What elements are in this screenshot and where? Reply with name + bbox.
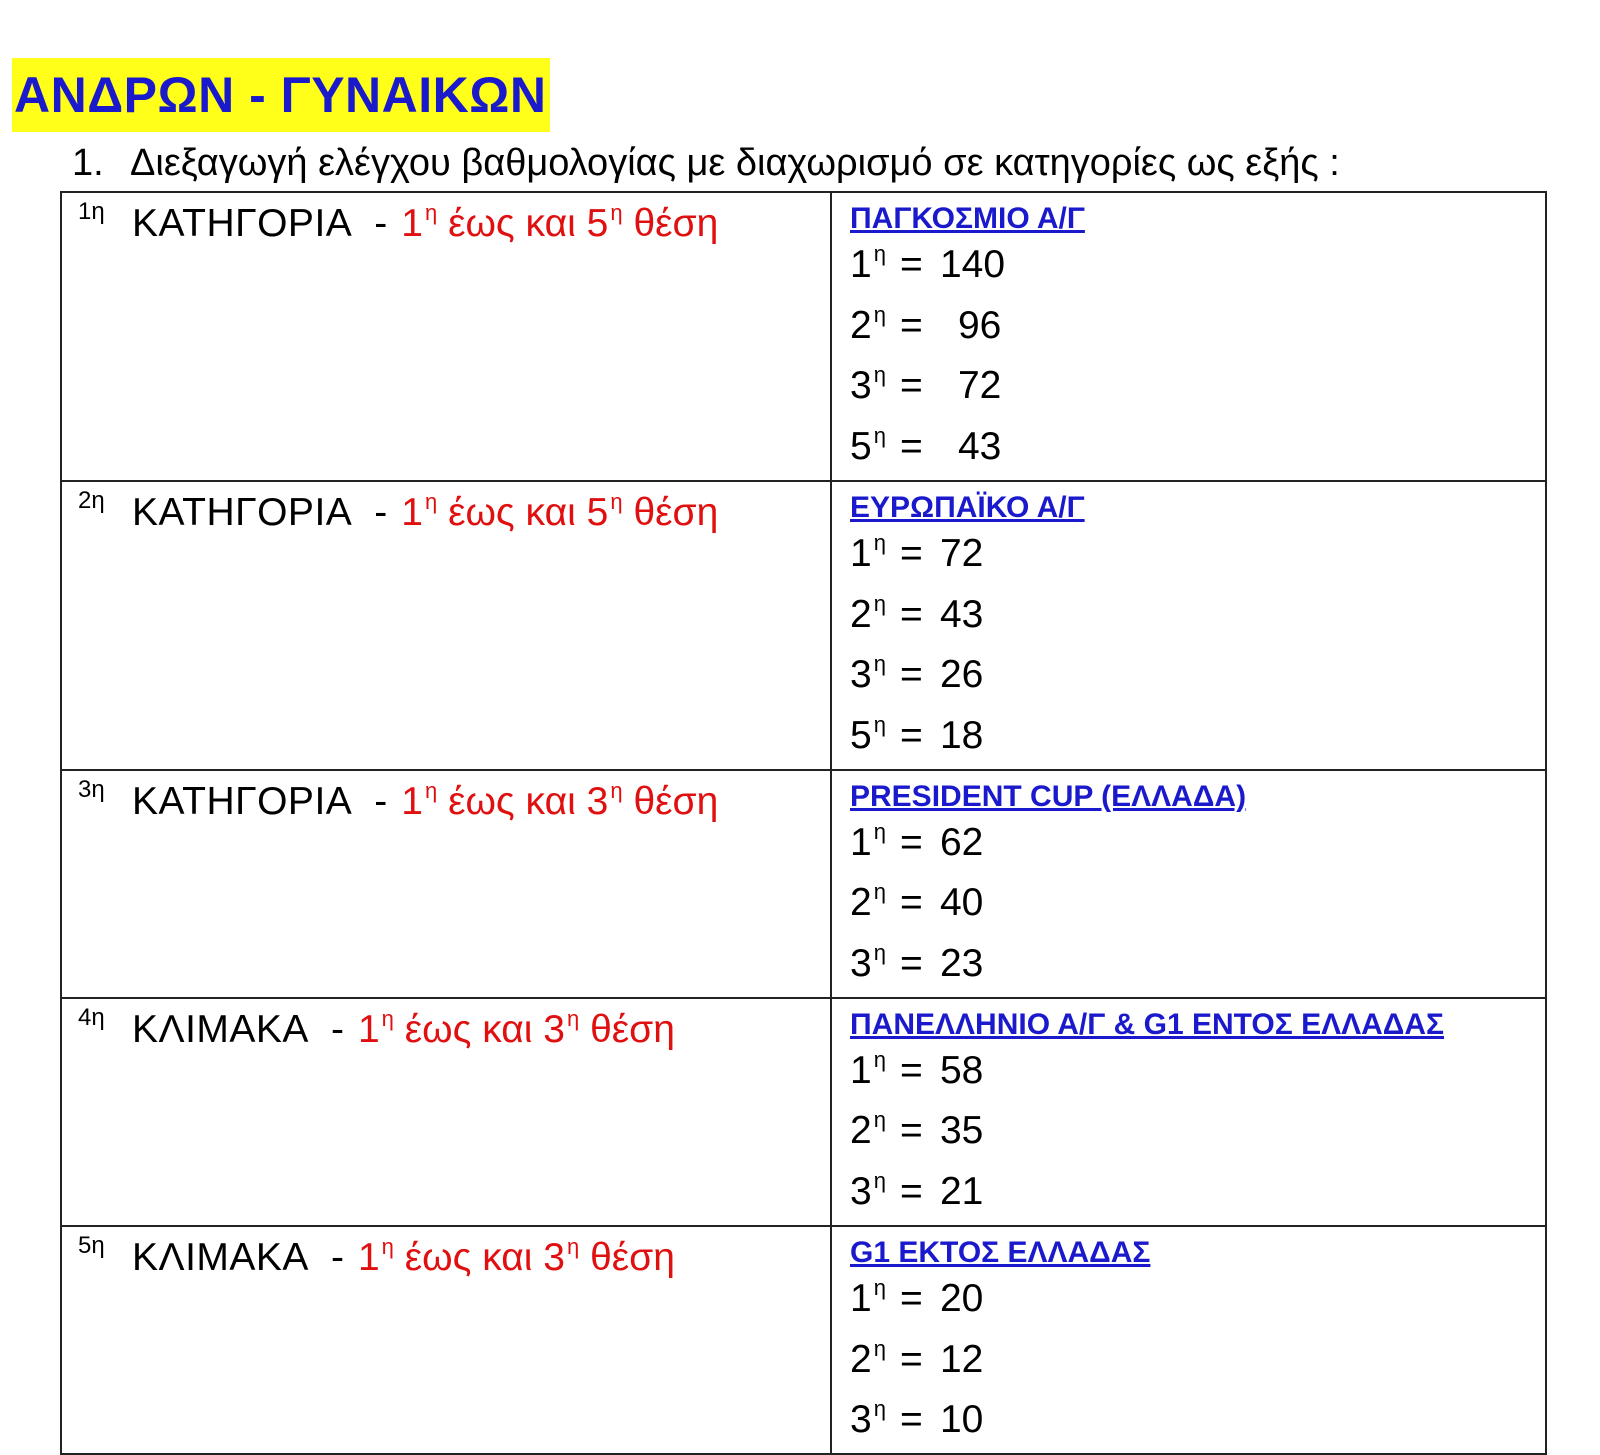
event-title: PRESIDENT CUP (ΕΛΛΑΔΑ) [850, 779, 1247, 813]
rank-row [850, 1392, 1545, 1453]
range-suffix: θέση [633, 202, 719, 245]
rank-sup: η [873, 1107, 886, 1133]
category-ordinal: 4η [78, 1003, 105, 1031]
rank-number: 1 [850, 531, 872, 575]
rank-points: 21 [939, 1170, 984, 1214]
rank-sup: η [873, 241, 886, 266]
event-cell [831, 998, 1546, 1226]
table-row [61, 770, 1546, 998]
rank-equals: = [899, 1276, 923, 1320]
category-ordinal: 3η [78, 775, 105, 803]
range-from: 1 [357, 1007, 380, 1051]
rank-number: 2 [850, 1337, 872, 1381]
rank-equals: = [899, 364, 923, 408]
rank-row [850, 298, 1545, 359]
rank-number: 5 [850, 425, 872, 469]
category-ordinal: 5η [78, 1231, 105, 1259]
rank-row [850, 1164, 1545, 1225]
rank-equals: = [899, 942, 923, 986]
rank-row [850, 1043, 1545, 1104]
rank-row [850, 587, 1545, 648]
category-separator: - [330, 1235, 344, 1279]
rank-position [850, 1271, 886, 1332]
rank-equals: = [899, 243, 923, 286]
rank-equals: = [899, 1398, 923, 1442]
intro-line [72, 140, 1340, 186]
rank-row [850, 708, 1545, 769]
rank-position [850, 1103, 886, 1164]
rank-sup: η [873, 711, 886, 737]
range-from-sup: η [425, 488, 438, 514]
range-to-sup: η [610, 488, 623, 514]
rank-position [850, 1392, 886, 1453]
rank-row [850, 875, 1545, 936]
rank-position [850, 587, 886, 648]
range-suffix: θέση [633, 779, 719, 823]
rank-number: 1 [850, 1048, 872, 1092]
table-row [61, 998, 1546, 1226]
rank-row [850, 1271, 1545, 1332]
range-to-sup: η [610, 777, 623, 803]
rank-equals: = [899, 881, 923, 925]
event-title: ΠΑΓΚΟΣΜΙΟ Α/Γ [850, 202, 1085, 235]
rank-number: 2 [850, 881, 872, 925]
event-cell [831, 192, 1546, 481]
rank-position [850, 358, 886, 419]
rank-sup: η [873, 362, 886, 388]
rank-position [850, 1332, 886, 1393]
range-from-sup: η [381, 1233, 394, 1259]
rank-points: 10 [939, 1398, 984, 1442]
rank-points: 12 [939, 1337, 984, 1381]
rank-number: 2 [850, 303, 872, 347]
category-separator: - [374, 779, 388, 823]
category-range [358, 1005, 675, 1060]
rank-number: 3 [850, 364, 872, 408]
category-ordinal: 1η [78, 198, 105, 225]
range-from-sup: η [381, 1005, 394, 1031]
category-name: ΚΑΤΗΓΟΡΙΑ [132, 202, 353, 245]
range-middle: έως και [404, 1007, 533, 1051]
category-cell [61, 192, 831, 481]
category-name: ΚΛΙΜΑΚΑ [132, 1235, 309, 1279]
range-from: 1 [401, 490, 423, 534]
intro-number: 1. [72, 142, 104, 184]
rank-sup: η [873, 1046, 886, 1072]
rank-sup: η [873, 1335, 886, 1361]
rank-equals: = [899, 713, 923, 757]
rank-row [850, 647, 1545, 708]
rank-number: 1 [850, 820, 872, 864]
rank-equals: = [899, 1048, 923, 1092]
rank-position [850, 1164, 886, 1225]
range-suffix: θέση [590, 1235, 675, 1279]
rank-points: 40 [939, 881, 984, 925]
range-from: 1 [357, 1235, 380, 1279]
category-line [78, 1005, 830, 1060]
rank-points: 26 [939, 653, 984, 697]
rank-equals: = [899, 820, 923, 864]
page-heading: ΑΝΔΡΩΝ - ΓΥΝΑΙΚΩΝ [14, 67, 547, 123]
rank-equals: = [899, 592, 923, 636]
rank-points: 18 [939, 713, 984, 757]
table-row [61, 1226, 1546, 1454]
rank-position [850, 815, 886, 876]
event-cell [831, 481, 1546, 770]
rank-sup: η [873, 651, 886, 677]
event-title: ΕΥΡΩΠΑΪΚΟ Α/Γ [850, 490, 1085, 524]
intro-text: Διεξαγωγή ελέγχου βαθμολογίας με διαχωρισμό σε κατηγορίες ως εξής : [130, 142, 1340, 184]
range-from-sup: η [425, 777, 438, 803]
category-ordinal: 2η [78, 486, 105, 514]
rank-equals: = [899, 425, 923, 469]
rank-position [850, 419, 886, 480]
category-line [78, 488, 830, 543]
rank-row [850, 526, 1545, 587]
range-suffix: θέση [590, 1007, 675, 1051]
range-to-sup: η [566, 1005, 580, 1031]
range-middle: έως και [448, 779, 576, 823]
category-name: ΚΑΤΗΓΟΡΙΑ [132, 490, 353, 534]
rank-sup: η [873, 1396, 886, 1422]
event-cell [831, 1226, 1546, 1454]
rank-points: 62 [939, 820, 984, 864]
range-from: 1 [401, 779, 423, 823]
rank-number: 3 [850, 1170, 872, 1214]
rank-position [850, 647, 886, 708]
rank-equals: = [899, 1109, 923, 1153]
rank-sup: η [873, 1274, 886, 1300]
category-cell [61, 770, 831, 998]
range-from-sup: η [425, 200, 438, 225]
range-middle: έως και [448, 202, 576, 245]
rank-points: 140 [939, 243, 1006, 286]
rank-row [850, 1332, 1545, 1393]
rank-sup: η [873, 590, 886, 616]
rank-position [850, 1043, 886, 1104]
rank-sup: η [873, 879, 886, 905]
range-to-sup: η [610, 200, 623, 225]
rank-points: 20 [939, 1276, 984, 1320]
rank-row [850, 358, 1545, 419]
category-name: ΚΛΙΜΑΚΑ [132, 1007, 309, 1051]
rank-position [850, 237, 886, 298]
rank-number: 2 [850, 1109, 872, 1153]
range-to: 5 [586, 202, 609, 245]
rank-sup: η [873, 818, 886, 844]
category-range [401, 777, 718, 832]
rank-row [850, 815, 1545, 876]
rank-points: 58 [939, 1048, 984, 1092]
rank-row [850, 1103, 1545, 1164]
range-middle: έως και [404, 1235, 533, 1279]
rank-number: 5 [850, 713, 872, 757]
category-separator: - [374, 202, 388, 245]
rank-equals: = [899, 1337, 923, 1381]
rank-equals: = [899, 303, 923, 347]
category-range [401, 199, 718, 254]
rank-position [850, 936, 886, 997]
rank-number: 2 [850, 592, 872, 636]
rank-row [850, 936, 1545, 997]
range-to: 3 [586, 779, 609, 823]
rank-number: 3 [850, 942, 872, 986]
rank-points: 72 [939, 531, 984, 575]
event-title: G1 ΕΚΤΟΣ ΕΛΛΑΔΑΣ [850, 1235, 1151, 1269]
rank-sup: η [873, 529, 886, 555]
range-from: 1 [401, 202, 423, 245]
category-line [78, 1233, 830, 1288]
category-cell [61, 1226, 831, 1454]
rank-number: 3 [850, 1398, 872, 1442]
rank-position [850, 298, 886, 359]
rank-sup: η [873, 301, 886, 327]
rank-points: 72 [957, 364, 1002, 408]
heading-highlight [12, 58, 550, 132]
rank-number: 1 [850, 1276, 872, 1320]
category-separator: - [330, 1007, 344, 1051]
rank-equals: = [899, 531, 923, 575]
event-title: ΠΑΝΕΛΛΗΝΙΟ Α/Γ & G1 ΕΝΤΟΣ ΕΛΛΑΔΑΣ [850, 1007, 1445, 1041]
rank-points: 43 [957, 425, 1002, 469]
category-range [401, 488, 718, 543]
range-middle: έως και [448, 490, 576, 534]
rank-row [850, 237, 1545, 298]
rank-position [850, 875, 886, 936]
rank-sup: η [873, 940, 886, 966]
range-to-sup: η [566, 1233, 580, 1259]
category-line [78, 199, 830, 254]
points-table [60, 191, 1547, 1455]
category-range [358, 1233, 675, 1288]
rank-position [850, 526, 886, 587]
rank-number: 3 [850, 653, 872, 697]
category-cell [61, 998, 831, 1226]
rank-sup: η [873, 1168, 886, 1194]
event-cell [831, 770, 1546, 998]
rank-number: 1 [850, 243, 872, 286]
rank-row [850, 419, 1545, 480]
table-row [61, 192, 1546, 481]
category-line [78, 777, 830, 832]
table-row [61, 481, 1546, 770]
category-cell [61, 481, 831, 770]
rank-points: 43 [939, 592, 984, 636]
rank-sup: η [873, 423, 886, 449]
rank-equals: = [899, 653, 923, 697]
range-to: 3 [543, 1007, 565, 1051]
rank-equals: = [899, 1170, 923, 1214]
category-separator: - [374, 490, 388, 534]
rank-points: 35 [939, 1109, 984, 1153]
range-to: 3 [543, 1235, 565, 1279]
range-to: 5 [586, 490, 609, 534]
range-suffix: θέση [633, 490, 719, 534]
category-name: ΚΑΤΗΓΟΡΙΑ [132, 779, 353, 823]
rank-position [850, 708, 886, 769]
rank-points: 96 [957, 303, 1002, 347]
rank-points: 23 [939, 942, 984, 986]
